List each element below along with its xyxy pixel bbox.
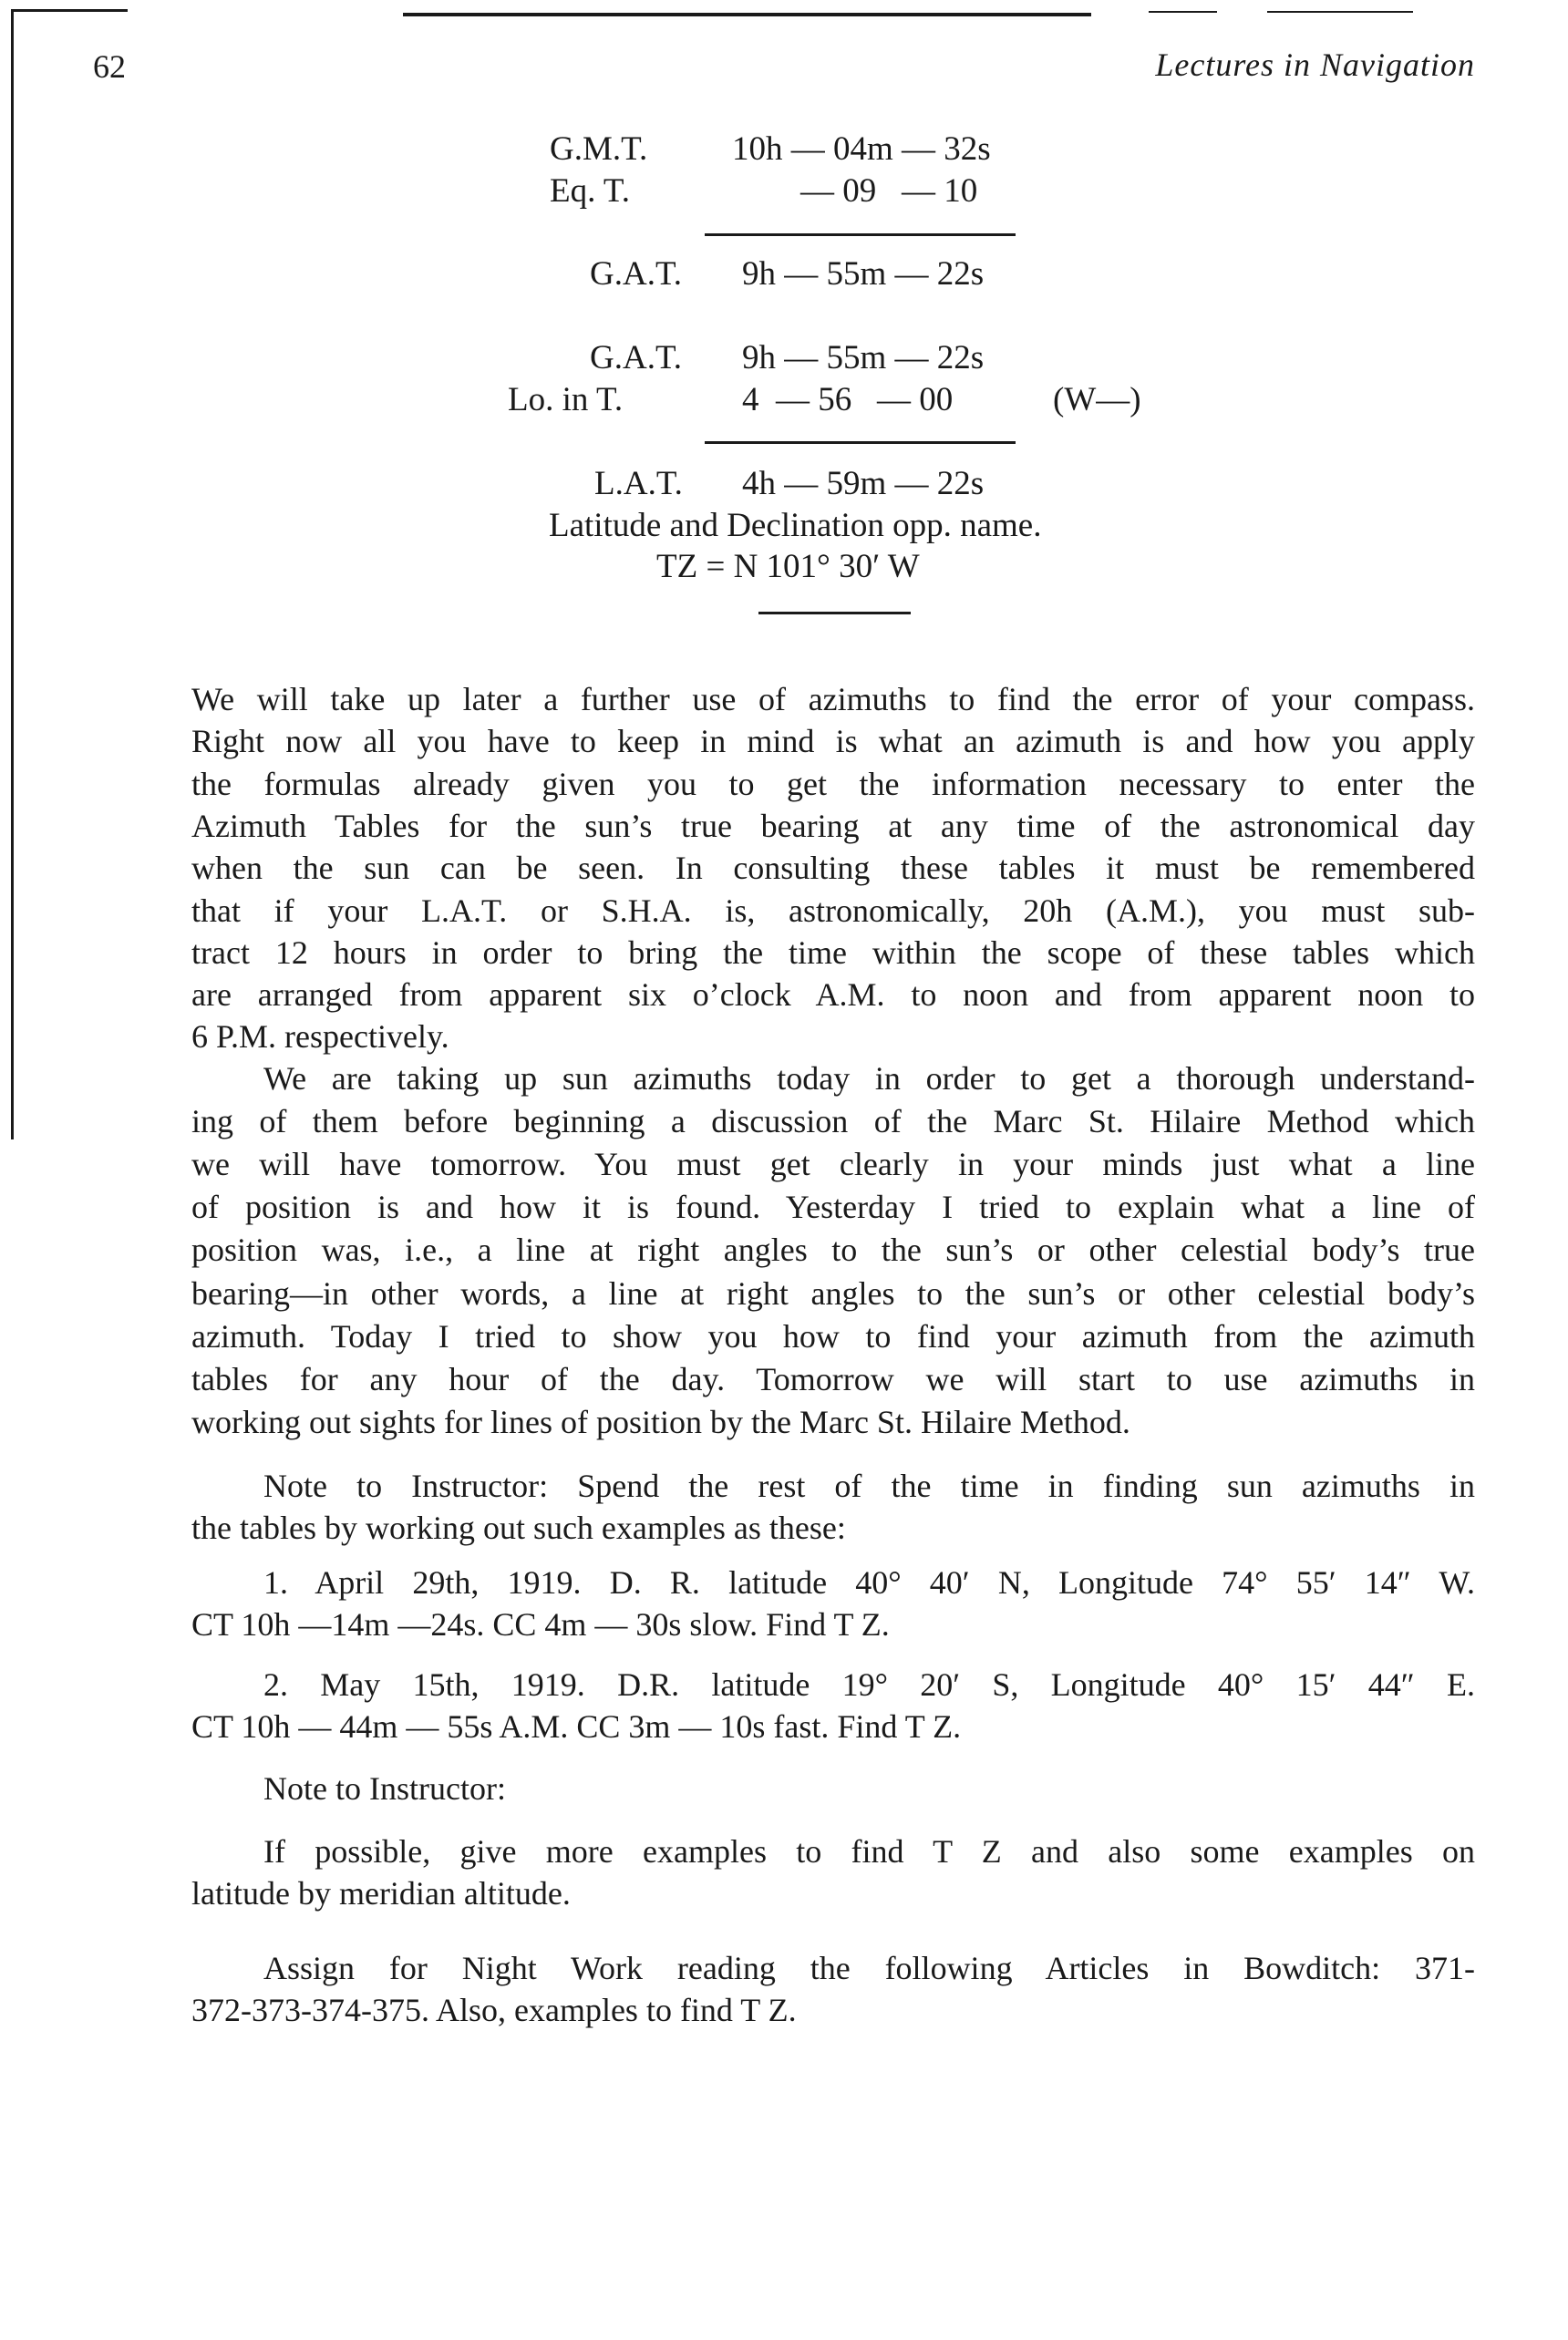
text-line: latitude by meridian altitude. — [191, 1875, 571, 1912]
eqt-value: — 09 — 10 — [800, 172, 978, 210]
gmt-label: G.M.T. — [550, 130, 648, 168]
text-line: that if your L.A.T. or S.H.A. is, astronomically, 20h (A.M.), you must sub- — [191, 892, 1475, 929]
text-line: position was, i.e., a line at right angles to the sun’s or other celestial body’s true — [191, 1232, 1475, 1269]
text-line: we will have tomorrow. You must get clearly in your minds just what a line — [191, 1146, 1475, 1183]
longitude-direction: (W—) — [1053, 381, 1141, 418]
text-line: CT 10h —14m —24s. CC 4m — 30s slow. Find T Z. — [191, 1606, 890, 1643]
text-line: working out sights for lines of position by the Marc St. Hilaire Method. — [191, 1403, 1130, 1440]
text-line: tract 12 hours in order to bring the time within the scope of these tables which — [191, 933, 1475, 971]
text-line: CT 10h — 44m — 55s A.M. CC 3m — 10s fast. Find T Z. — [191, 1708, 962, 1745]
text-line: bearing—in other words, a line at right angles to the sun’s or other celestial body’s — [191, 1274, 1475, 1312]
lat-label: L.A.T. — [594, 465, 683, 502]
text-line: ing of them before beginning a discussion of the Marc St. Hilaire Method which — [191, 1103, 1475, 1140]
text-line: of position is and how it is found. Yesterday I tried to explain what a line of — [191, 1189, 1475, 1226]
longitude-label: Lo. in T. — [508, 381, 624, 418]
calc-result: TZ = N 101° 30′ W — [656, 548, 920, 585]
top-rule-fragment — [1267, 11, 1413, 13]
top-rule-fragment — [1149, 11, 1217, 13]
text-line: the tables by working out such examples as these: — [191, 1510, 846, 1546]
page-number: 62 — [93, 48, 126, 85]
text-line: 2. May 15th, 1919. D.R. latitude 19° 20′ S, Longitude 40° 15′ 44″ E. — [263, 1666, 1475, 1703]
text-line: We are taking up sun azimuths today in order to get a thorough understand- — [263, 1060, 1475, 1097]
running-title: Lectures in Navigation — [1155, 46, 1475, 83]
text-line: Note to Instructor: — [263, 1770, 506, 1807]
end-rule — [758, 612, 911, 614]
text-line: tables for any hour of the day. Tomorrow we will start to use azimuths in — [191, 1360, 1475, 1397]
gat-value: 9h — 55m — 22s — [742, 255, 985, 293]
gmt-value: 10h — 04m — 32s — [732, 130, 991, 168]
text-line: Assign for Night Work reading the following Articles in Bowditch: 371- — [263, 1950, 1475, 1986]
text-line: 372-373-374-375. Also, examples to find T Z. — [191, 1992, 797, 2028]
sum-rule — [705, 233, 1016, 236]
text-line: when the sun can be seen. In consulting these tables it must be remembered — [191, 850, 1475, 887]
gat-value: 9h — 55m — 22s — [742, 339, 985, 376]
text-line: 1. April 29th, 1919. D. R. latitude 40° 40′ N, Longitude 74° 55′ 14″ W. — [263, 1564, 1475, 1601]
top-left-border-line — [11, 9, 128, 12]
gat-label: G.A.T. — [590, 339, 683, 376]
lat-value: 4h — 59m — 22s — [742, 465, 985, 502]
calc-remark: Latitude and Declination opp. name. — [549, 507, 1042, 544]
top-rule — [403, 13, 1091, 16]
text-line: the formulas already given you to get the information necessary to enter the — [191, 765, 1475, 802]
text-line: Right now all you have to keep in mind is what an azimuth is and how you apply — [191, 723, 1475, 760]
text-line: 6 P.M. respectively. — [191, 1018, 449, 1056]
text-line: azimuth. Today I tried to show you how to find your azimuth from the azimuth — [191, 1317, 1475, 1355]
text-line: are arranged from apparent six o’clock A.M. to noon and from apparent noon to — [191, 976, 1475, 1014]
gat-label: G.A.T. — [590, 255, 683, 293]
left-border-line — [11, 9, 14, 1139]
text-line: We will take up later a further use of azimuths to find the error of your compass. — [191, 681, 1475, 717]
eqt-label: Eq. T. — [550, 172, 631, 210]
text-line: If possible, give more examples to find T Z and also some examples on — [263, 1833, 1475, 1870]
text-line: Note to Instructor: Spend the rest of the time in finding sun azimuths in — [263, 1468, 1475, 1504]
longitude-value: 4 — 56 — 00 — [742, 381, 954, 418]
sum-rule — [705, 441, 1016, 444]
text-line: Azimuth Tables for the sun’s true bearing at any time of the astronomical day — [191, 807, 1475, 844]
